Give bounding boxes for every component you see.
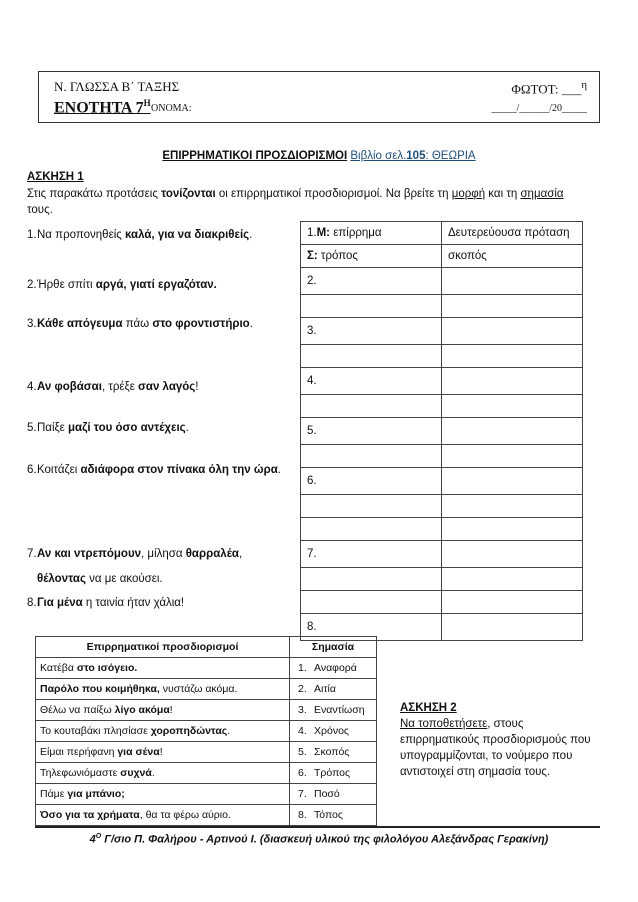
answer-cell[interactable]: [442, 541, 583, 568]
exercise-2-instructions: Να τοποθετήσετε, στους επιρρηματικούς προσδιορισμούς που υπογραμμίζονται, το νούμερο που αντιστοιχεί στη σημασία τους.: [400, 718, 591, 778]
worksheet-header: [38, 71, 600, 123]
name-field-label: ΟΝΟΜΑ:: [151, 103, 192, 114]
answer-cell[interactable]: 3.: [301, 318, 442, 345]
answer-cell[interactable]: [301, 395, 442, 418]
answer-cell[interactable]: [442, 614, 583, 641]
sentence-5: 5. Παίξε μαζί του όσο αντέχεις.: [27, 422, 189, 434]
sentence-3: 3. Κάθε απόγευμα πάω στο φροντιστήριο.: [27, 318, 253, 330]
date-field: _____/______/20_____: [491, 103, 587, 114]
answer-cell[interactable]: [442, 295, 583, 318]
answer-cell[interactable]: [442, 568, 583, 591]
table-row[interactable]: Θέλω να παίξω λίγο ακόμα!: [36, 700, 290, 721]
answer-cell[interactable]: [301, 295, 442, 318]
answer-cell[interactable]: σκοπός: [442, 245, 583, 268]
answer-cell[interactable]: 8.: [301, 614, 442, 641]
answer-cell[interactable]: 6.: [301, 468, 442, 495]
column-header: Επιρρηματικοί προσδιορισμοί: [36, 637, 290, 658]
meaning-cell: 8. Τόπος: [290, 805, 377, 826]
answer-cell[interactable]: [442, 368, 583, 395]
matching-table: [35, 636, 377, 826]
sentence-1: 1. Να προπονηθείς καλά, για να διακριθείς.: [27, 229, 253, 241]
meaning-cell: 6. Τρόπος: [290, 763, 377, 784]
answer-cell[interactable]: 4.: [301, 368, 442, 395]
answer-cell[interactable]: [442, 468, 583, 495]
exercise-1-instructions: Στις παρακάτω προτάσεις τονίζονται οι επιρρηματικοί προσδιορισμοί. Να βρείτε τη μορφή και τη σημασία τους.: [27, 188, 564, 216]
answer-cell[interactable]: [301, 568, 442, 591]
table-row[interactable]: Τηλεφωνιόμαστε συχνά.: [36, 763, 290, 784]
answer-cell[interactable]: [301, 495, 442, 518]
footer-divider: [35, 826, 600, 828]
answer-cell[interactable]: [442, 591, 583, 614]
sentence-4: 4. Αν φοβάσαι, τρέξε σαν λαγός!: [27, 381, 199, 393]
answer-cell[interactable]: Δευτερεύουσα πρόταση: [442, 222, 583, 245]
answer-cell[interactable]: 1.Μ: επίρρημα: [301, 222, 442, 245]
meaning-cell: 7. Ποσό: [290, 784, 377, 805]
answer-cell[interactable]: 7.: [301, 541, 442, 568]
exercise-1-title: ΑΣΚΗΣΗ 1: [27, 171, 84, 183]
answer-cell[interactable]: 5.: [301, 418, 442, 445]
unit-label: ΕΝΟΤΗΤΑ $7^H$: [54, 98, 151, 117]
exercise-2-title: ΑΣΚΗΣΗ 2: [400, 702, 457, 714]
answer-cell[interactable]: [301, 591, 442, 614]
sentence-8: 8. Για μένα η ταινία ήταν χάλια!: [27, 597, 185, 609]
answer-cell[interactable]: [301, 345, 442, 368]
answer-cell[interactable]: [442, 318, 583, 345]
table-row[interactable]: Παρόλο που κοιμήθηκα, νυστάζω ακόμα.: [36, 679, 290, 700]
answer-cell[interactable]: [442, 495, 583, 518]
table-row[interactable]: Είμαι περήφανη για σένα!: [36, 742, 290, 763]
meaning-cell: 4. Χρόνος: [290, 721, 377, 742]
answer-cell[interactable]: Σ: τρόπος: [301, 245, 442, 268]
answer-table-form-meaning: [300, 221, 583, 641]
table-row[interactable]: Κατέβα στο ισόγειο.: [36, 658, 290, 679]
sentence-7: 7. Αν και ντρεπόμουν, μίλησα θαρραλέα, θέλοντας να με ακούσει.: [27, 548, 243, 585]
page-footer: $4^O$ Γ/σιο Π. Φαλήρου - Αρτινού Ι. (διασκευή υλικού της φιλολόγου Αλεξάνδρας Γερακίνη): [89, 833, 549, 846]
answer-cell[interactable]: [301, 445, 442, 468]
meaning-cell: 3. Εναντίωση: [290, 700, 377, 721]
answer-cell[interactable]: [442, 268, 583, 295]
page-title: ΕΠΙΡΡΗΜΑΤΙΚΟΙ ΠΡΟΣΔΙΟΡΙΣΜΟΙ Βιβλίο σελ.105: ΘΕΩΡΙΑ: [162, 150, 476, 162]
school-label: ΦΩΤΟΤ: ___$^\eta$: [511, 79, 587, 97]
table-row[interactable]: Όσο για τα χρήματα, θα τα φέρω αύριο.: [36, 805, 290, 826]
book-reference: Βιβλίο σελ.105: ΘΕΩΡΙΑ: [350, 150, 476, 162]
sentence-6: 6. Κοιτάζει αδιάφορα στον πίνακα όλη την ώρα.: [27, 464, 281, 476]
table-row[interactable]: Το κουταβάκι πλησίασε χοροπηδώντας.: [36, 721, 290, 742]
answer-cell[interactable]: [442, 418, 583, 445]
sentence-2: 2. Ήρθε σπίτι αργά, γιατί εργαζόταν.: [27, 279, 217, 291]
table-row[interactable]: Πάμε για μπάνιο;: [36, 784, 290, 805]
column-header: Σημασία: [290, 637, 377, 658]
answer-cell[interactable]: [442, 518, 583, 541]
meaning-cell: 2. Αιτία: [290, 679, 377, 700]
answer-cell[interactable]: [442, 395, 583, 418]
subject-label: Ν. ΓΛΩΣΣΑ Β΄ ΤΑΞΗΣ: [54, 79, 180, 94]
answer-cell[interactable]: [442, 445, 583, 468]
answer-cell[interactable]: 2.: [301, 268, 442, 295]
answer-cell[interactable]: [442, 345, 583, 368]
meaning-cell: 5. Σκοπός: [290, 742, 377, 763]
meaning-cell: 1. Αναφορά: [290, 658, 377, 679]
answer-cell[interactable]: [301, 518, 442, 541]
